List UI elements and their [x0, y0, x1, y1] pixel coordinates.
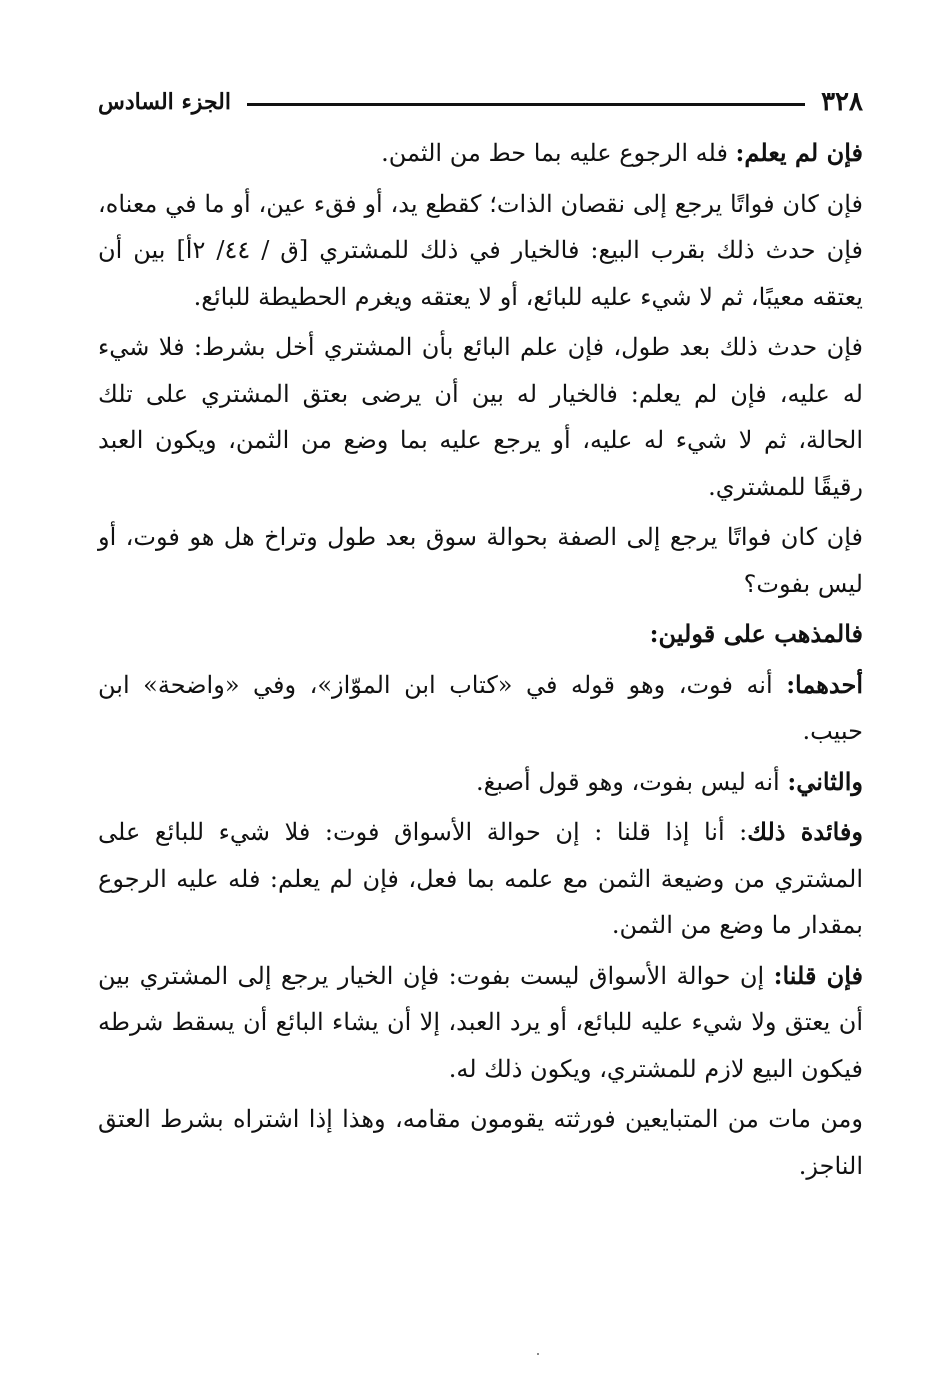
paragraph [98, 130, 863, 177]
header-rule [247, 103, 805, 106]
paragraph [98, 809, 863, 949]
paragraph-text: فإن كان فواتًا يرجع إلى الصفة بحوالة سوق بعد طول وتراخ هل هو فوت، أو ليس بفوت؟ [98, 523, 863, 598]
paragraph [98, 953, 863, 1093]
paragraph-lead: فالمذهب على قولين: [649, 619, 863, 648]
page-header [98, 82, 863, 122]
paragraph-text: فإن كان فواتًا يرجع إلى نقصان الذات؛ كقطع يد، أو فقء عين، أو ما في معناه، فإن حدث ذلك بقرب البيع: فالخيار في ذلك للمشتري [ق / ٤٤/ ٢أ] بين أن يعتقه معيبًا، ثم لا شيء عليه للبائع، أو لا يعتقه ويغرم الحطيطة للبائع. [98, 189, 863, 311]
volume-title: الجزء السادس [98, 89, 231, 115]
book-page [98, 82, 863, 1193]
page-body [98, 130, 863, 1189]
paragraph-text: : أنا إذا قلنا : إن حوالة الأسواق فوت: فلا شيء للبائع على المشتري من وضيعة الثمن مع علمه بما فعل، فإن لم يعلم: فله عليه الرجوع بمقدار ما وضع من الثمن. [98, 818, 863, 939]
paragraph-text: فإن حدث ذلك بعد طول، فإن علم البائع بأن المشتري أخل بشرط: فلا شيء له عليه، فإن لم يعلم: فالخيار له بين أن يرضى بعتق المشتري على تلك الحالة، ثم لا شيء له عليه، أو يرجع عليه بما وضع من الثمن، ويكون العبد رقيقًا للمشتري. [98, 333, 863, 501]
paragraph [98, 662, 863, 755]
paragraph-text: أنه ليس بفوت، وهو قول أصبغ. [475, 767, 788, 796]
paragraph-text: ومن مات من المتبايعين فورثته يقومون مقامه، وهذا إذا اشتراه بشرط العتق الناجز. [98, 1105, 863, 1180]
paragraph-lead: فإن لم يعلم: [735, 138, 863, 167]
paragraph-lead: وفائدة ذلك [747, 817, 863, 846]
paragraph [98, 324, 863, 510]
paragraph-lead: والثاني: [787, 766, 863, 796]
paragraph [98, 181, 863, 321]
paragraph-text: إن حوالة الأسواق ليست بفوت: فإن الخيار يرجع إلى المشتري بين أن يعتق ولا شيء عليه للبائع، أو يرد العبد، إلا أن يشاء البائع أن يسقط شرطه فيكون البيع لازم للمشتري، ويكون ذلك له. [98, 961, 864, 1083]
paragraph [98, 514, 863, 607]
scan-speck [537, 1353, 539, 1355]
section-heading [98, 611, 863, 658]
paragraph-lead: أحدهما: [786, 669, 863, 699]
paragraph-text: فله الرجوع عليه بما حط من الثمن. [381, 139, 736, 167]
page-number: ٣٢٨ [821, 87, 863, 117]
paragraph-text: أنه فوت، وهو قوله في «كتاب ابن الموّاز»، وفي «واضحة» ابن حبيب. [98, 670, 863, 745]
paragraph-lead: فإن قلنا: [773, 960, 863, 990]
paragraph [98, 1096, 863, 1189]
paragraph [98, 759, 863, 806]
